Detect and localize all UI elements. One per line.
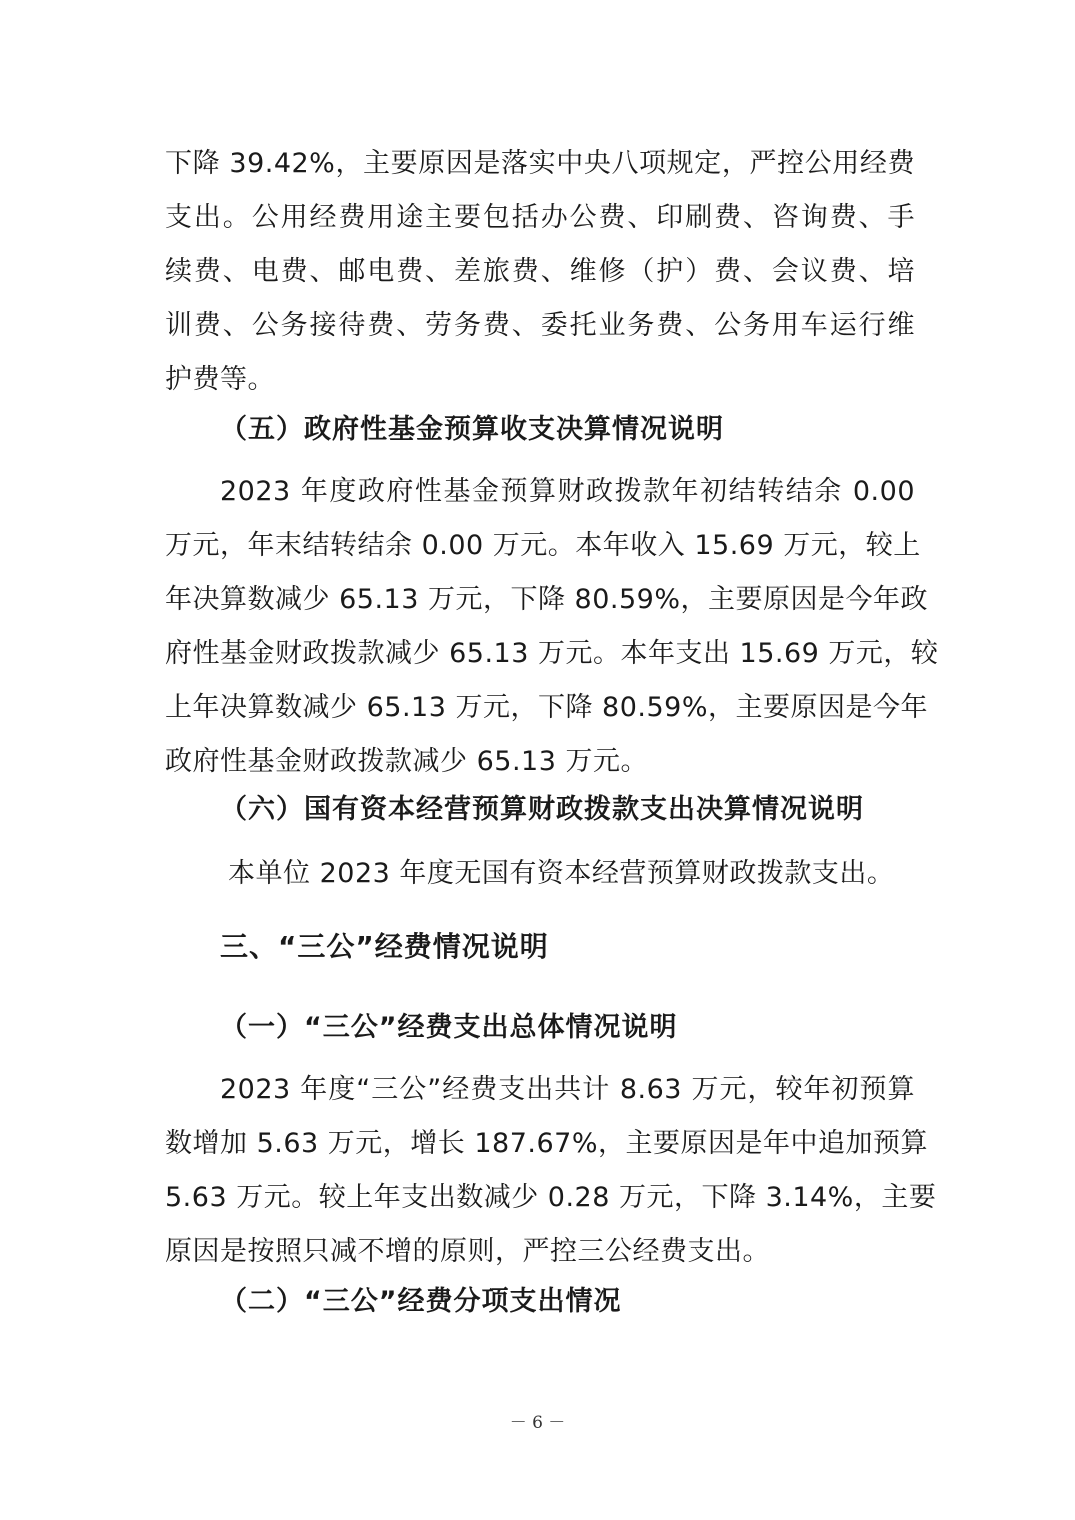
paragraph-line: 万元，年末结转结余 0.00 万元。本年收入 15.69 万元，较上	[165, 530, 921, 561]
heading-three-public-itemized: （二）“三公”经费分项支出情况	[220, 1286, 622, 1317]
paragraph-line: 训费、公务接待费、劳务费、委托业务费、公务用车运行维	[165, 310, 915, 341]
paragraph-line: 本单位 2023 年度无国有资本经营预算财政拨款支出。	[228, 858, 895, 889]
paragraph-line: 上年决算数减少 65.13 万元，下降 80.59%，主要原因是今年	[165, 692, 928, 723]
paragraph-line: 数增加 5.63 万元，增长 187.67%，主要原因是年中追加预算	[165, 1128, 928, 1159]
paragraph-line: 续费、电费、邮电费、差旅费、维修（护）费、会议费、培	[165, 256, 915, 287]
paragraph-line: 原因是按照只减不增的原则，严控三公经费支出。	[165, 1236, 770, 1267]
paragraph-line: 护费等。	[165, 364, 275, 395]
page-number: － 6 －	[509, 1413, 566, 1433]
paragraph-line: 5.63 万元。较上年支出数减少 0.28 万元，下降 3.14%，主要	[165, 1182, 937, 1213]
paragraph-line: 支出。公用经费用途主要包括办公费、印刷费、咨询费、手	[165, 202, 915, 233]
section-three-public: 三、“三公”经费情况说明	[220, 930, 549, 963]
paragraph-line: 政府性基金财政拨款减少 65.13 万元。	[165, 746, 648, 777]
heading-gov-fund: （五）政府性基金预算收支决算情况说明	[220, 414, 724, 445]
heading-state-capital: （六）国有资本经营预算财政拨款支出决算情况说明	[220, 794, 864, 825]
paragraph-line: 2023 年度政府性基金预算财政拨款年初结转结余 0.00	[220, 476, 915, 507]
paragraph-line: 年决算数减少 65.13 万元，下降 80.59%，主要原因是今年政	[165, 584, 928, 615]
paragraph-line: 2023 年度“三公”经费支出共计 8.63 万元，较年初预算	[220, 1074, 915, 1105]
heading-three-public-overall: （一）“三公”经费支出总体情况说明	[220, 1012, 678, 1043]
paragraph-line: 府性基金财政拨款减少 65.13 万元。本年支出 15.69 万元，较	[165, 638, 939, 669]
paragraph-line: 下降 39.42%，主要原因是落实中央八项规定，严控公用经费	[165, 148, 915, 179]
